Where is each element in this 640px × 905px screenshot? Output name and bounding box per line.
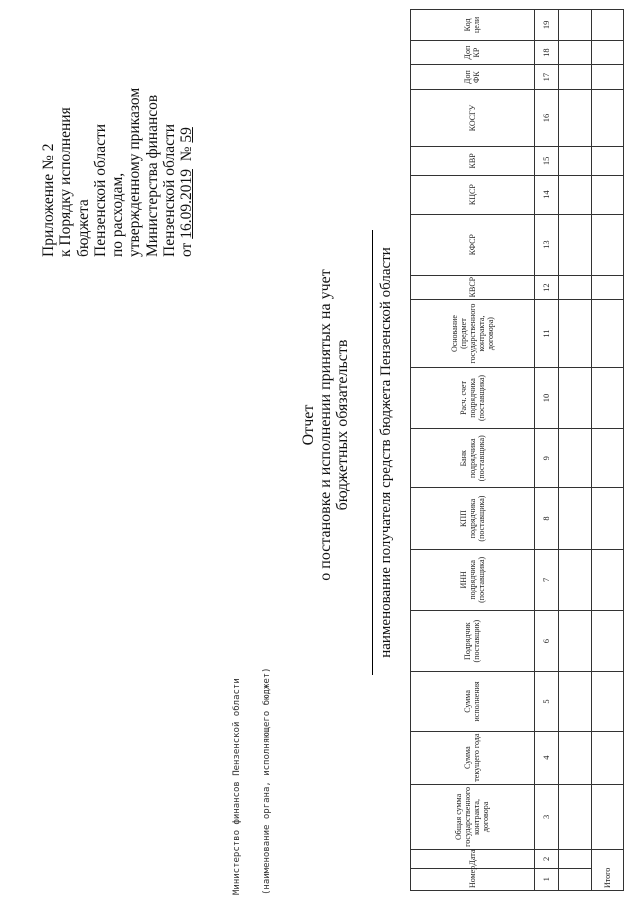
column-number: 1	[534, 868, 559, 890]
column-header: Сумма текущего года	[411, 731, 535, 784]
column-header: КВР	[411, 147, 535, 176]
column-header: Основание (предмет государственного контракта, договора)	[411, 300, 535, 367]
ministry-caption: (наименование органа, исполняющего бюджет)	[262, 667, 272, 895]
table-cell	[591, 300, 623, 367]
table-cell	[559, 850, 591, 868]
table-cell	[559, 868, 591, 890]
table-cell	[591, 65, 623, 90]
column-number: 11	[534, 300, 559, 367]
column-header: Код цели	[411, 10, 535, 41]
table-cell	[591, 275, 623, 300]
table-cell	[559, 214, 591, 275]
table-cell	[559, 10, 591, 41]
table-cell	[591, 611, 623, 672]
column-number: 2	[534, 850, 559, 868]
table-cell	[591, 429, 623, 488]
column-number: 7	[534, 549, 559, 610]
column-number: 13	[534, 214, 559, 275]
column-number: 4	[534, 731, 559, 784]
table-cell	[591, 672, 623, 731]
order-number: 59	[178, 127, 196, 143]
appendix-block	[40, 17, 196, 257]
column-header: Подрядчик (поставщик)	[411, 611, 535, 672]
column-number: 14	[534, 175, 559, 214]
table-cell	[559, 611, 591, 672]
appendix-line: Пензенской области	[161, 123, 179, 257]
column-header: КПП подрядчика (поставщика)	[411, 488, 535, 549]
table-cell	[591, 214, 623, 275]
table-cell	[591, 40, 623, 65]
obligations-table	[410, 9, 624, 891]
column-number: 18	[534, 40, 559, 65]
column-header: Общая сумма государственного контракта, договора	[411, 784, 535, 849]
table-cell	[591, 488, 623, 549]
appendix-line: Приложение № 2	[40, 143, 57, 257]
column-header: КФСР	[411, 214, 535, 275]
column-header: КОСГУ	[411, 89, 535, 146]
table-cell	[591, 367, 623, 428]
table-cell	[559, 275, 591, 300]
ministry-name: Министерство финансов Пензенской области	[232, 678, 242, 895]
column-header: Номер	[411, 868, 535, 890]
column-number: 8	[534, 488, 559, 549]
table-header-row	[411, 10, 535, 891]
table-cell	[559, 147, 591, 176]
recipient-caption: наименование получателя средств бюджета Пензенской области	[378, 247, 394, 658]
table-cell	[559, 488, 591, 549]
appendix-line: Пензенской области	[91, 123, 109, 257]
title-line: о постановке и исполнении принятых на учет	[317, 269, 334, 581]
table-total-row	[591, 10, 623, 891]
title-line: бюджетных обязательств	[334, 339, 351, 511]
table-cell	[559, 731, 591, 784]
table-cell	[591, 175, 623, 214]
table-cell	[591, 549, 623, 610]
number-prefix: №	[178, 142, 196, 162]
table-number-row	[534, 10, 559, 891]
column-number: 10	[534, 367, 559, 428]
table-cell	[559, 429, 591, 488]
column-header: Доп ФК	[411, 65, 535, 90]
table-cell	[559, 40, 591, 65]
total-label: Итого	[591, 850, 623, 891]
table-cell	[559, 300, 591, 367]
title-line: Отчет	[300, 404, 317, 446]
table-row	[559, 10, 591, 891]
column-number: 3	[534, 784, 559, 849]
column-header: ИНН подрядчика (поставщика)	[411, 549, 535, 610]
table-cell	[591, 147, 623, 176]
column-number: 15	[534, 147, 559, 176]
column-number: 5	[534, 672, 559, 731]
column-number: 6	[534, 611, 559, 672]
appendix-line: утвержденному приказом	[126, 87, 144, 257]
report-title	[300, 225, 351, 625]
table-cell	[559, 175, 591, 214]
table-cell	[559, 367, 591, 428]
table-cell	[559, 549, 591, 610]
column-number: 9	[534, 429, 559, 488]
table-cell	[559, 784, 591, 849]
column-header: Дата	[411, 850, 535, 868]
appendix-line: к Порядку исполнения	[57, 107, 75, 257]
date-prefix: от	[178, 238, 196, 257]
column-number: 16	[534, 89, 559, 146]
column-header: Доп КР	[411, 40, 535, 65]
column-header: Банк подрядчика (поставщика)	[411, 429, 535, 488]
table-cell	[591, 784, 623, 849]
column-number: 17	[534, 65, 559, 90]
appendix-order-line	[178, 17, 195, 257]
table-cell	[559, 89, 591, 146]
table-cell	[559, 65, 591, 90]
order-date: 16.09.2019	[178, 169, 196, 239]
column-number: 19	[534, 10, 559, 41]
column-header: Расч. счет подрядчика (поставщика)	[411, 367, 535, 428]
table-cell	[591, 10, 623, 41]
column-header: КВСР	[411, 275, 535, 300]
appendix-line: по расходам,	[109, 172, 127, 257]
column-number: 12	[534, 275, 559, 300]
column-header: КЦСР	[411, 175, 535, 214]
appendix-line: Министерства финансов	[143, 94, 161, 257]
appendix-line: бюджета	[74, 199, 92, 257]
table-cell	[591, 731, 623, 784]
column-header: Сумма исполнения	[411, 672, 535, 731]
recipient-underline	[372, 230, 373, 675]
table-cell	[559, 672, 591, 731]
table-cell	[591, 89, 623, 146]
